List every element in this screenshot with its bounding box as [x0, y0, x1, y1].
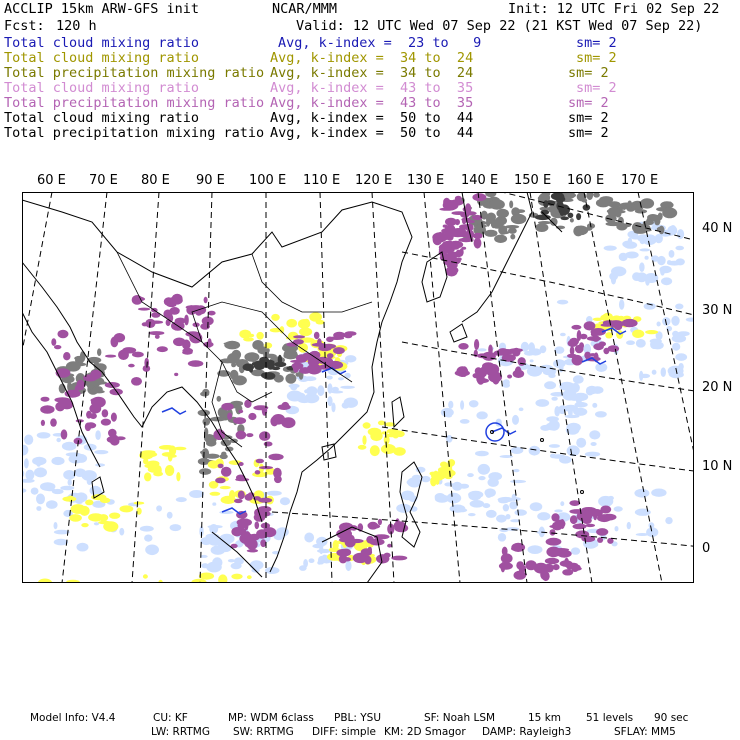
center-name: NCAR/MMM [272, 1, 338, 17]
pbl-scheme: PBL: YSU [334, 712, 382, 724]
legend-smoothing: sm= 2 [568, 125, 609, 141]
legend-smoothing: sm= 2 [568, 110, 609, 126]
lon-label: 150 E [514, 173, 552, 188]
legend-level-range: Avg, k-index = 43 to 35 [270, 95, 474, 111]
legend-level-range: Avg, k-index = 50 to 44 [270, 110, 474, 126]
mp-scheme: MP: WDM 6class [228, 712, 314, 724]
legend-field-name: Total cloud mixing ratio [4, 50, 200, 66]
diff-scheme: DIFF: simple [312, 726, 376, 738]
lon-label: 160 E [567, 173, 605, 188]
legend-level-range: Avg, k-index = 43 to 35 [270, 80, 474, 96]
legend-level-range: Avg, k-index = 34 to 24 [270, 65, 474, 81]
lon-label: 120 E [355, 173, 393, 188]
sf-scheme: SF: Noah LSM [424, 712, 496, 724]
legend-field-name: Total precipitation mixing ratio [4, 125, 265, 141]
legend-level-range: Avg, k-index = 34 to 24 [270, 50, 474, 66]
lon-label: 90 E [196, 173, 225, 188]
lon-label: 110 E [303, 173, 341, 188]
legend-smoothing: sm= 2 [576, 35, 617, 51]
lat-label: 30 N [702, 303, 733, 318]
lon-label: 60 E [37, 173, 66, 188]
km-scheme: KM: 2D Smagor [384, 726, 466, 738]
lat-label: 40 N [702, 221, 733, 236]
legend-smoothing: sm= 2 [568, 95, 609, 111]
legend-field-name: Total cloud mixing ratio [4, 80, 200, 96]
legend-smoothing: sm= 2 [568, 65, 609, 81]
lat-label: 0 [702, 541, 711, 556]
sw-scheme: SW: RRTMG [233, 726, 294, 738]
init-time: Init: 12 UTC Fri 02 Sep 22 [508, 1, 720, 17]
legend-smoothing: sm= 2 [576, 50, 617, 66]
lon-label: 170 E [621, 173, 659, 188]
timestep: 90 sec [654, 712, 689, 724]
fcst-value: 120 h [56, 18, 97, 34]
fcst-label: Fcst: [4, 18, 45, 34]
legend-field-name: Total precipitation mixing ratio [4, 65, 265, 81]
legend-smoothing: sm= 2 [576, 80, 617, 96]
lat-label: 10 N [702, 459, 733, 474]
lon-label: 80 E [141, 173, 170, 188]
legend-level-range: Avg, k-index = 23 to 9 [278, 35, 482, 51]
cu-scheme: CU: KF [153, 712, 188, 724]
lat-label: 20 N [702, 380, 733, 395]
weather-map [22, 192, 694, 583]
lon-label: 130 E [407, 173, 445, 188]
lw-scheme: LW: RRTMG [151, 726, 210, 738]
legend-field-name: Total cloud mixing ratio [4, 35, 200, 51]
lon-label: 70 E [89, 173, 118, 188]
sflay-scheme: SFLAY: MM5 [614, 726, 676, 738]
resolution: 15 km [528, 712, 562, 724]
levels: 51 levels [586, 712, 634, 724]
legend-field-name: Total precipitation mixing ratio [4, 95, 265, 111]
legend-field-name: Total cloud mixing ratio [4, 110, 200, 126]
valid-time: Valid: 12 UTC Wed 07 Sep 22 (21 KST Wed 07 Sep 22) [296, 18, 703, 34]
lon-label: 140 E [461, 173, 499, 188]
model-info: Model Info: V4.4 [30, 712, 116, 724]
lon-label: 100 E [249, 173, 287, 188]
damp-scheme: DAMP: Rayleigh3 [482, 726, 572, 738]
legend-level-range: Avg, k-index = 50 to 44 [270, 125, 474, 141]
model-title: ACCLIP 15km ARW-GFS init [4, 1, 200, 17]
